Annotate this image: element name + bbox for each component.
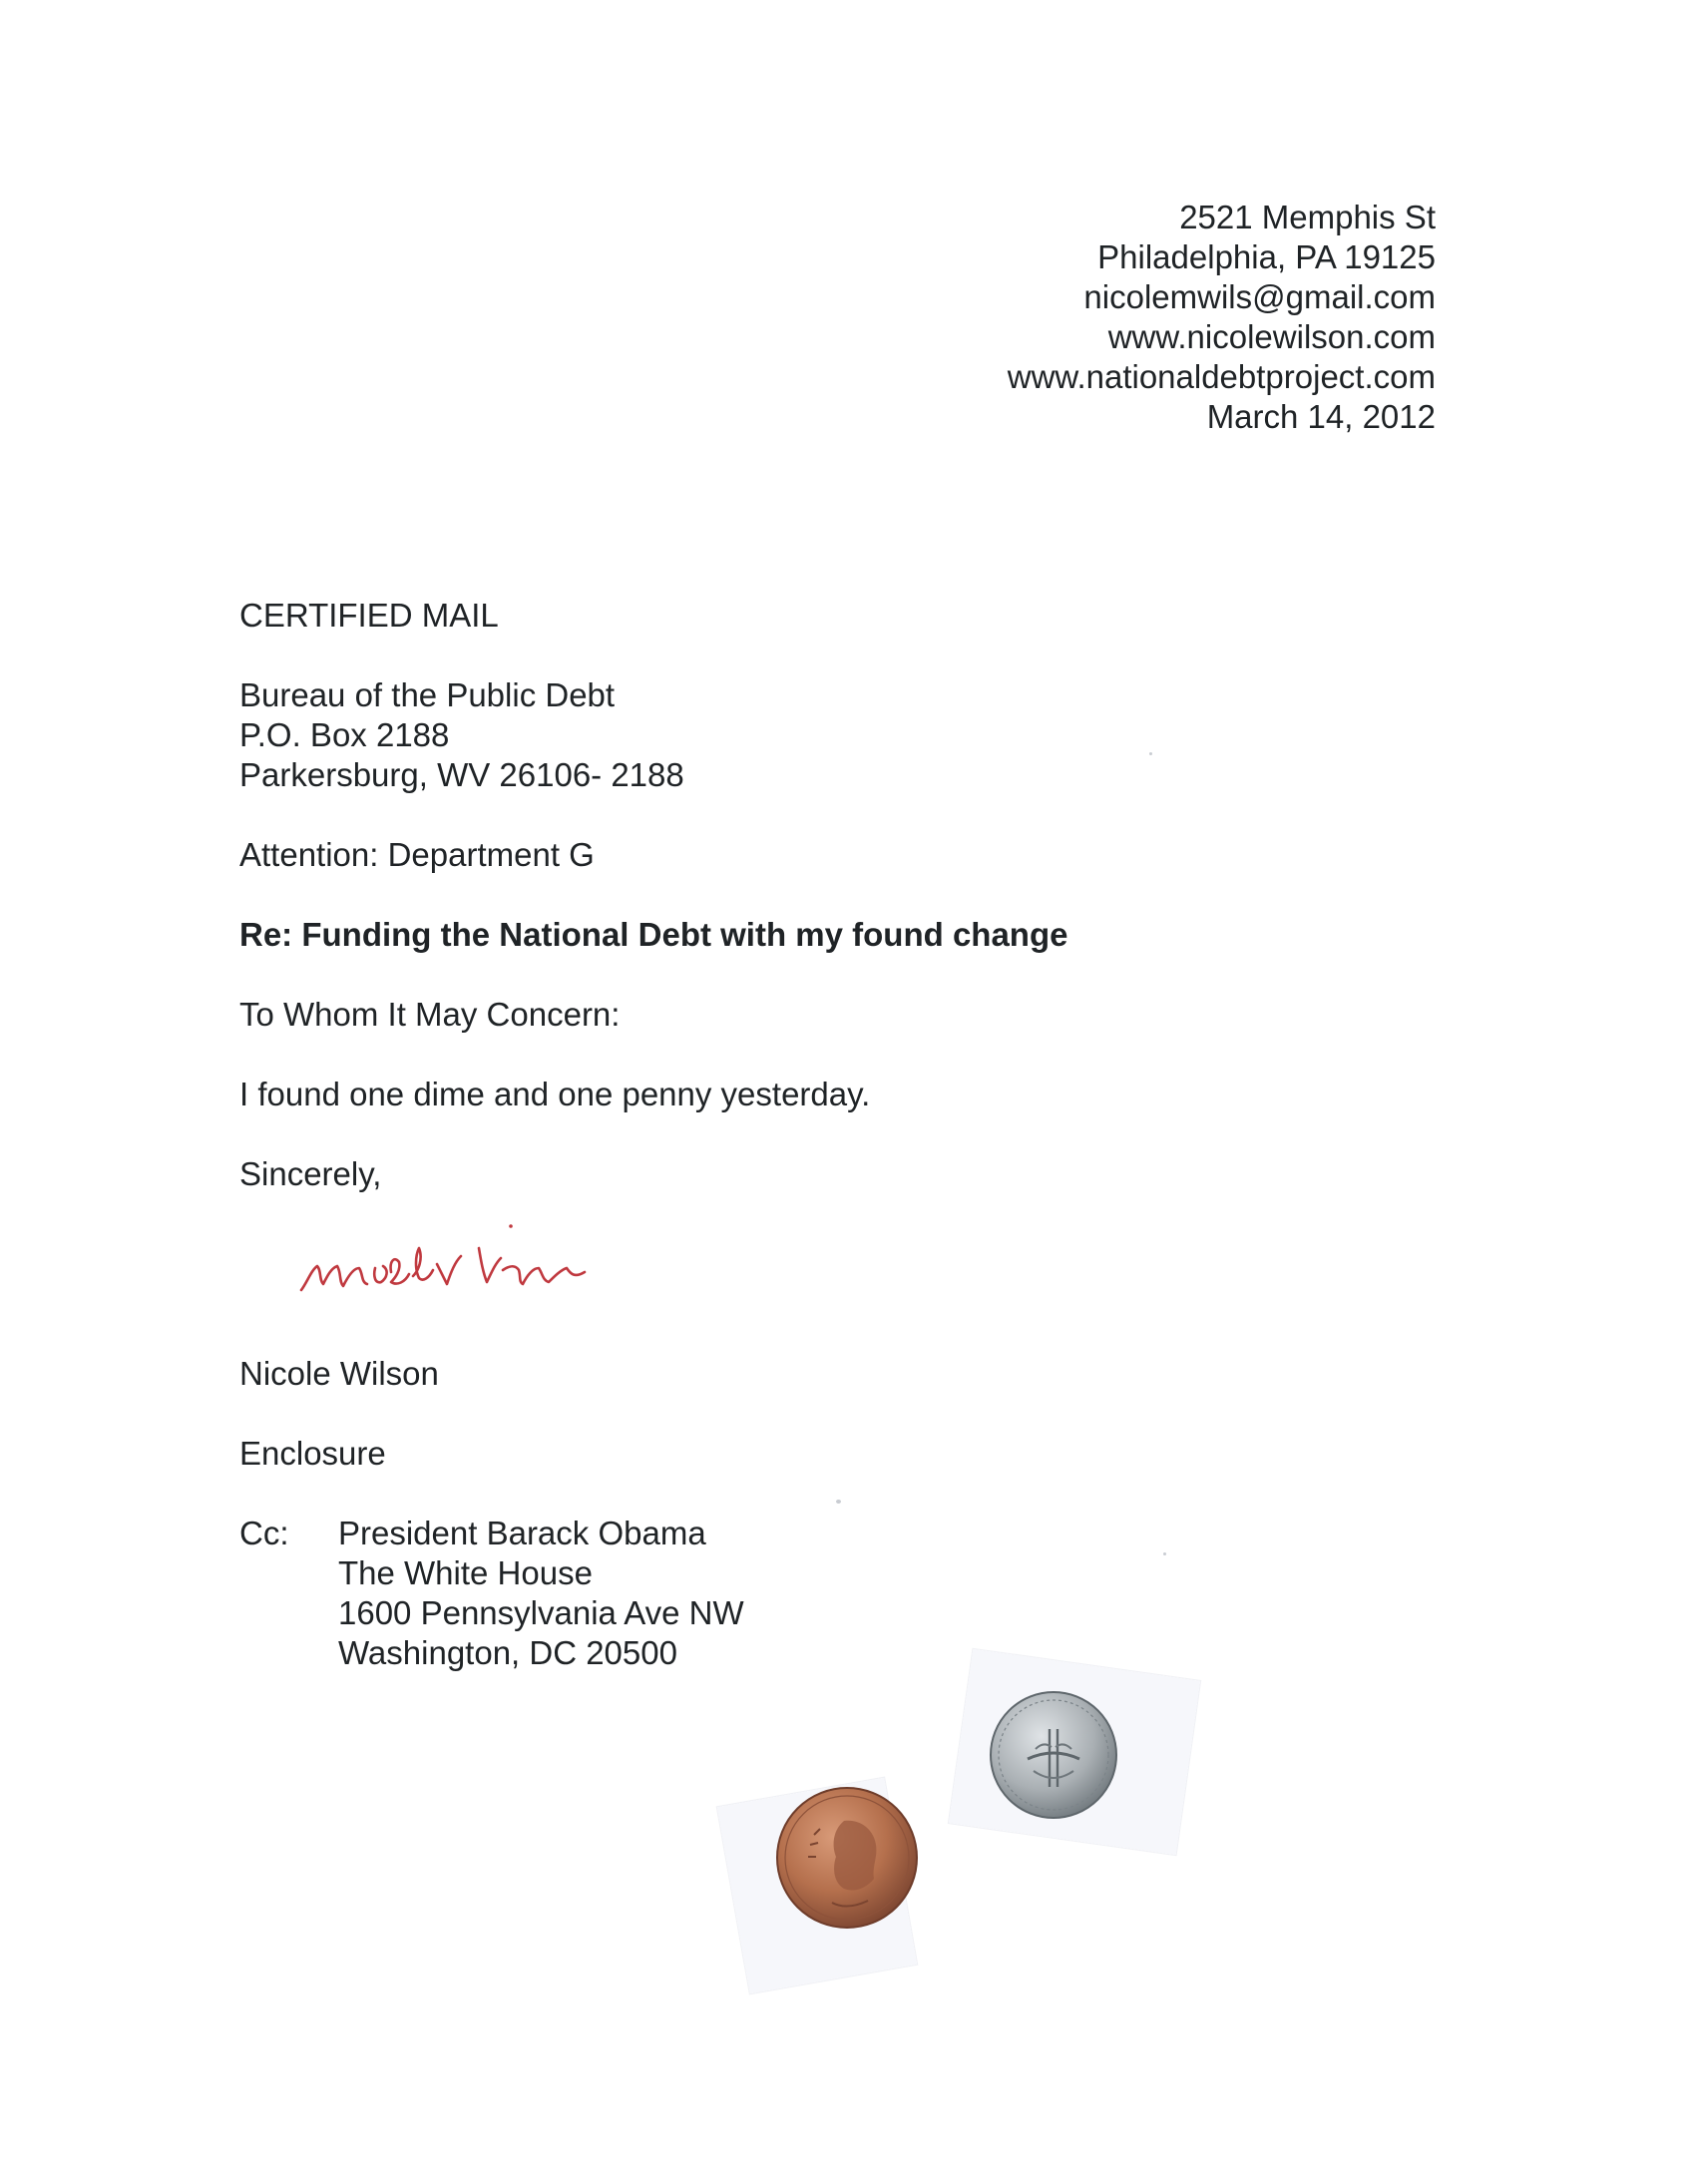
scan-speck — [1149, 752, 1152, 755]
salutation: To Whom It May Concern: — [239, 996, 621, 1033]
letter-date: March 14, 2012 — [1206, 398, 1436, 435]
dime-coin — [988, 1689, 1119, 1821]
cc-label: Cc: — [239, 1515, 289, 1551]
sender-address-block — [1008, 198, 1436, 437]
sender-website-1: www.nicolewilson.com — [1107, 318, 1436, 355]
recipient-city-line: Parkersburg, WV 26106- 2188 — [239, 756, 684, 793]
attention-line: Attention: Department G — [239, 836, 595, 873]
cc-address-block — [338, 1514, 744, 1673]
mail-type: CERTIFIED MAIL — [239, 597, 499, 634]
subject-line: Re: Funding the National Debt with my found change — [239, 916, 1068, 953]
signer-name: Nicole Wilson — [239, 1355, 439, 1392]
cc-org: The White House — [338, 1554, 593, 1591]
penny-coin — [774, 1785, 920, 1931]
closing: Sincerely, — [239, 1155, 382, 1192]
sender-city-line: Philadelphia, PA 19125 — [1097, 238, 1436, 275]
body-text: I found one dime and one penny yesterday. — [239, 1076, 871, 1112]
recipient-address-block — [239, 675, 684, 795]
cc-street: 1600 Pennsylvania Ave NW — [338, 1594, 744, 1631]
recipient-po-box: P.O. Box 2188 — [239, 716, 450, 753]
sender-email: nicolemwils@gmail.com — [1083, 278, 1436, 315]
sender-website-2: www.nationaldebtproject.com — [1007, 358, 1436, 395]
enclosure-note: Enclosure — [239, 1435, 386, 1472]
cc-city-line: Washington, DC 20500 — [338, 1634, 677, 1671]
recipient-name: Bureau of the Public Debt — [239, 676, 616, 713]
sender-street: 2521 Memphis St — [1179, 199, 1436, 235]
cc-name: President Barack Obama — [338, 1515, 706, 1551]
scan-speck — [1163, 1552, 1166, 1555]
scan-speck — [836, 1500, 841, 1504]
handwritten-signature — [295, 1212, 640, 1302]
